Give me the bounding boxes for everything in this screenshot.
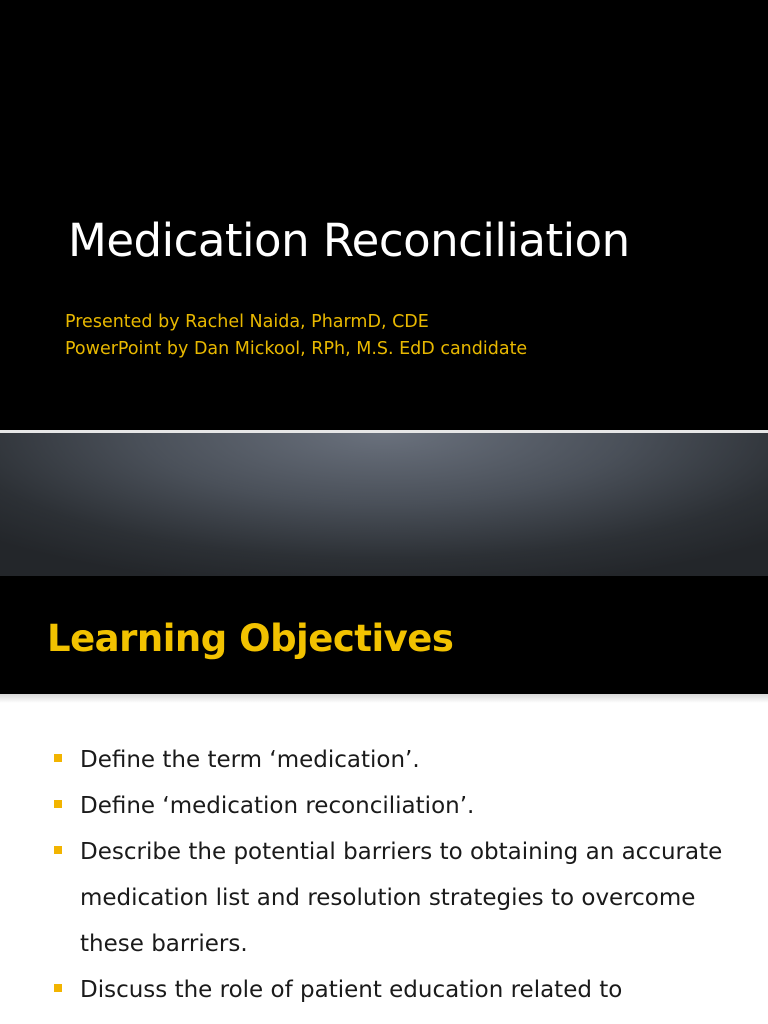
author-line: PowerPoint by Dan Mickool, RPh, M.S. EdD candidate: [65, 339, 528, 359]
presenter-credits: [65, 309, 527, 363]
list-item: [54, 783, 734, 829]
bullet-text: Define ‘medication reconciliation’.: [80, 793, 475, 819]
bullet-text: Discuss the role of patient education related to: [80, 977, 623, 1003]
header-divider: [0, 694, 768, 703]
slide-gradient-band: [0, 433, 768, 576]
title-slide: [0, 0, 768, 430]
objectives-list: [54, 737, 734, 1013]
list-item: [54, 967, 734, 1013]
bullet-text: Define the term ‘medication’.: [80, 747, 420, 773]
objectives-title: Learning Objectives: [47, 617, 454, 660]
square-bullet-icon: [54, 754, 62, 762]
square-bullet-icon: [54, 846, 62, 854]
square-bullet-icon: [54, 800, 62, 808]
objectives-slide-header: [0, 576, 768, 694]
square-bullet-icon: [54, 984, 62, 992]
list-item: [54, 737, 734, 783]
list-item: [54, 829, 734, 967]
bullet-text: Describe the potential barriers to obtaining an accurate medication list and resolution strategies to overcome these barriers.: [80, 839, 723, 957]
presentation-title: Medication Reconciliation: [68, 214, 630, 267]
objectives-slide-body: [0, 703, 768, 1024]
presenter-line: Presented by Rachel Naida, PharmD, CDE: [65, 312, 429, 332]
